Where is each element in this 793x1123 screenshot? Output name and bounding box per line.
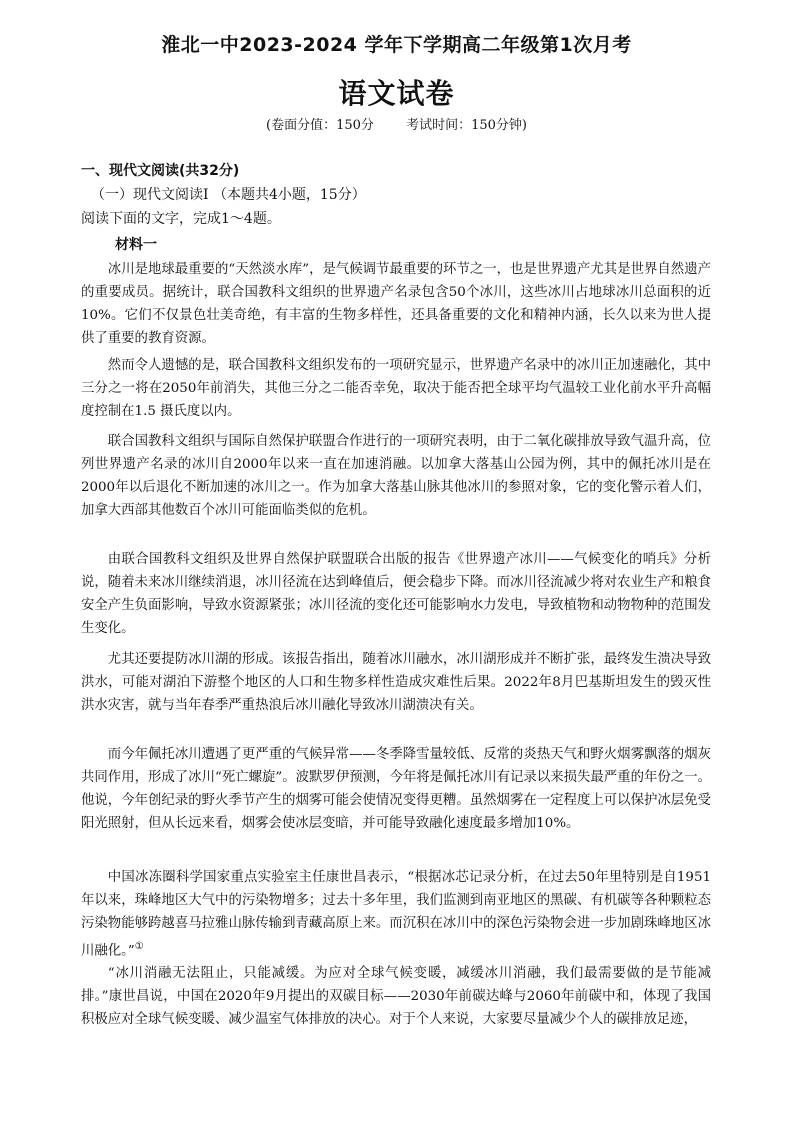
subsection-heading: （一）现代文阅读I （本题共4小题，15分）	[91, 187, 366, 203]
reading-instruction: 阅读下面的文字，完成1～4题。	[81, 211, 281, 227]
paragraph: 而今年佩托冰川遭遇了更严重的气候异常——冬季降雪量较低、反常的炎热天气和野火烟雾飘落的烟灰共同作用，形成了冰川“死亡螺旋”。波默罗伊预测，今年将是佩托冰川有记录以来损失最严重的年份之一。他说，今年创纪录的野火季节产生的烟雾可能会使情况变得更糟。虽然烟雾在一定程度上可以保护冰层免受阳光照射，但从长远来看，烟雾会使冰层变暗，并可能导致融化速度最多增加10%。	[81, 747, 711, 831]
paragraph	[81, 866, 711, 962]
paragraph: 冰川是地球最重要的“天然淡水库”，是气候调节最重要的环节之一，也是世界遗产尤其是世界自然遗产的重要成员。据统计，联合国教科文组织的世界遗产名录包含50个冰川，这些冰川占地球冰川总面积的近10%。它们不仅景色壮美奇绝，有丰富的生物多样性，还具备重要的文化和精神内涵，长久以来为世人提供了重要的教育资源。	[81, 262, 711, 346]
material-label: 材料一	[115, 237, 157, 253]
exam-info	[0, 114, 793, 133]
paragraph: 由联合国教科文组织及世界自然保护联盟联合出版的报告《世界遗产冰川——气候变化的哨兵》分析说，随着未来冰川继续消退，冰川径流在达到峰值后，便会稳步下降。而冰川径流减少将对农业生产和粮食安全产生负面影响，导致水资源紧张；冰川径流的变化还可能影响水力发电，导致植物和动物物种的范围发生变化。	[81, 552, 711, 636]
paragraph: 然而令人遗憾的是，联合国教科文组织发布的一项研究显示，世界遗产名录中的冰川正加速融化，其中三分之一将在2050年前消失，其他三分之二能否幸免，取决于能否把全球平均气温较工业化前水平升高幅度控制在1.5 摄氏度以内。	[81, 358, 711, 419]
paragraph: 尤其还要提防冰川湖的形成。该报告指出，随着冰川融水，冰川湖形成并不断扩张，最终发生溃决导致洪水，可能对湖泊下游整个地区的人口和生物多样性造成灾难性后果。2022年8月巴基斯坦发生的毁灭性洪水灾害，就与当年春季严重热浪后冰川融化导致冰川湖溃决有关。	[81, 652, 711, 713]
paragraph: “冰川消融无法阻止，只能减缓。为应对全球气候变暖，减缓冰川消融，我们最需要做的是节能减排。”康世昌说，中国在2020年9月提出的双碳目标——2030年前碳达峰与2060年前碳中和，体现了我国积极应对全球气候变暖、减少温室气体排放的决心。对于个人来说，大家要尽量减少个人的碳排放足迹，	[81, 966, 711, 1027]
paper-title: 语文试卷	[338, 77, 455, 110]
paragraph-text: 中国冰冻圈科学国家重点实验室主任康世昌表示，“根据冰芯记录分析，在过去50年里特别是自1951年以来，珠峰地区大气中的污染物增多；过去十多年里，我们监测到南亚地区的黑碳、有机碳等各种颗粒态污染物能够跨越喜马拉雅山脉传输到青藏高原上来。而沉积在冰川中的深色污染物会进一步加剧珠峰地区冰川融化。”	[81, 870, 711, 959]
paragraph: 联合国教科文组织与国际自然保护联盟合作进行的一项研究表明，由于二氧化碳排放导致气温升高，位列世界遗产名录的冰川自2000年以来一直在加速消融。以加拿大落基山公园为例，其中的佩托冰川是在2000年以后退化不断加速的冰川之一。作为加拿大落基山脉其他冰川的参照对象，它的变化警示着人们，加拿大西部其他数百个冰川可能面临类似的危机。	[81, 434, 711, 518]
exam-title: 淮北一中2023-2024 学年下学期高二年级第1次月考	[161, 34, 632, 56]
time-info: 考试时间：150分钟)	[406, 118, 527, 133]
section-heading: 一、现代文阅读(共32分)	[81, 163, 240, 179]
footnote-mark: ①	[134, 941, 144, 952]
score-info: (卷面分值：150分	[266, 118, 374, 133]
